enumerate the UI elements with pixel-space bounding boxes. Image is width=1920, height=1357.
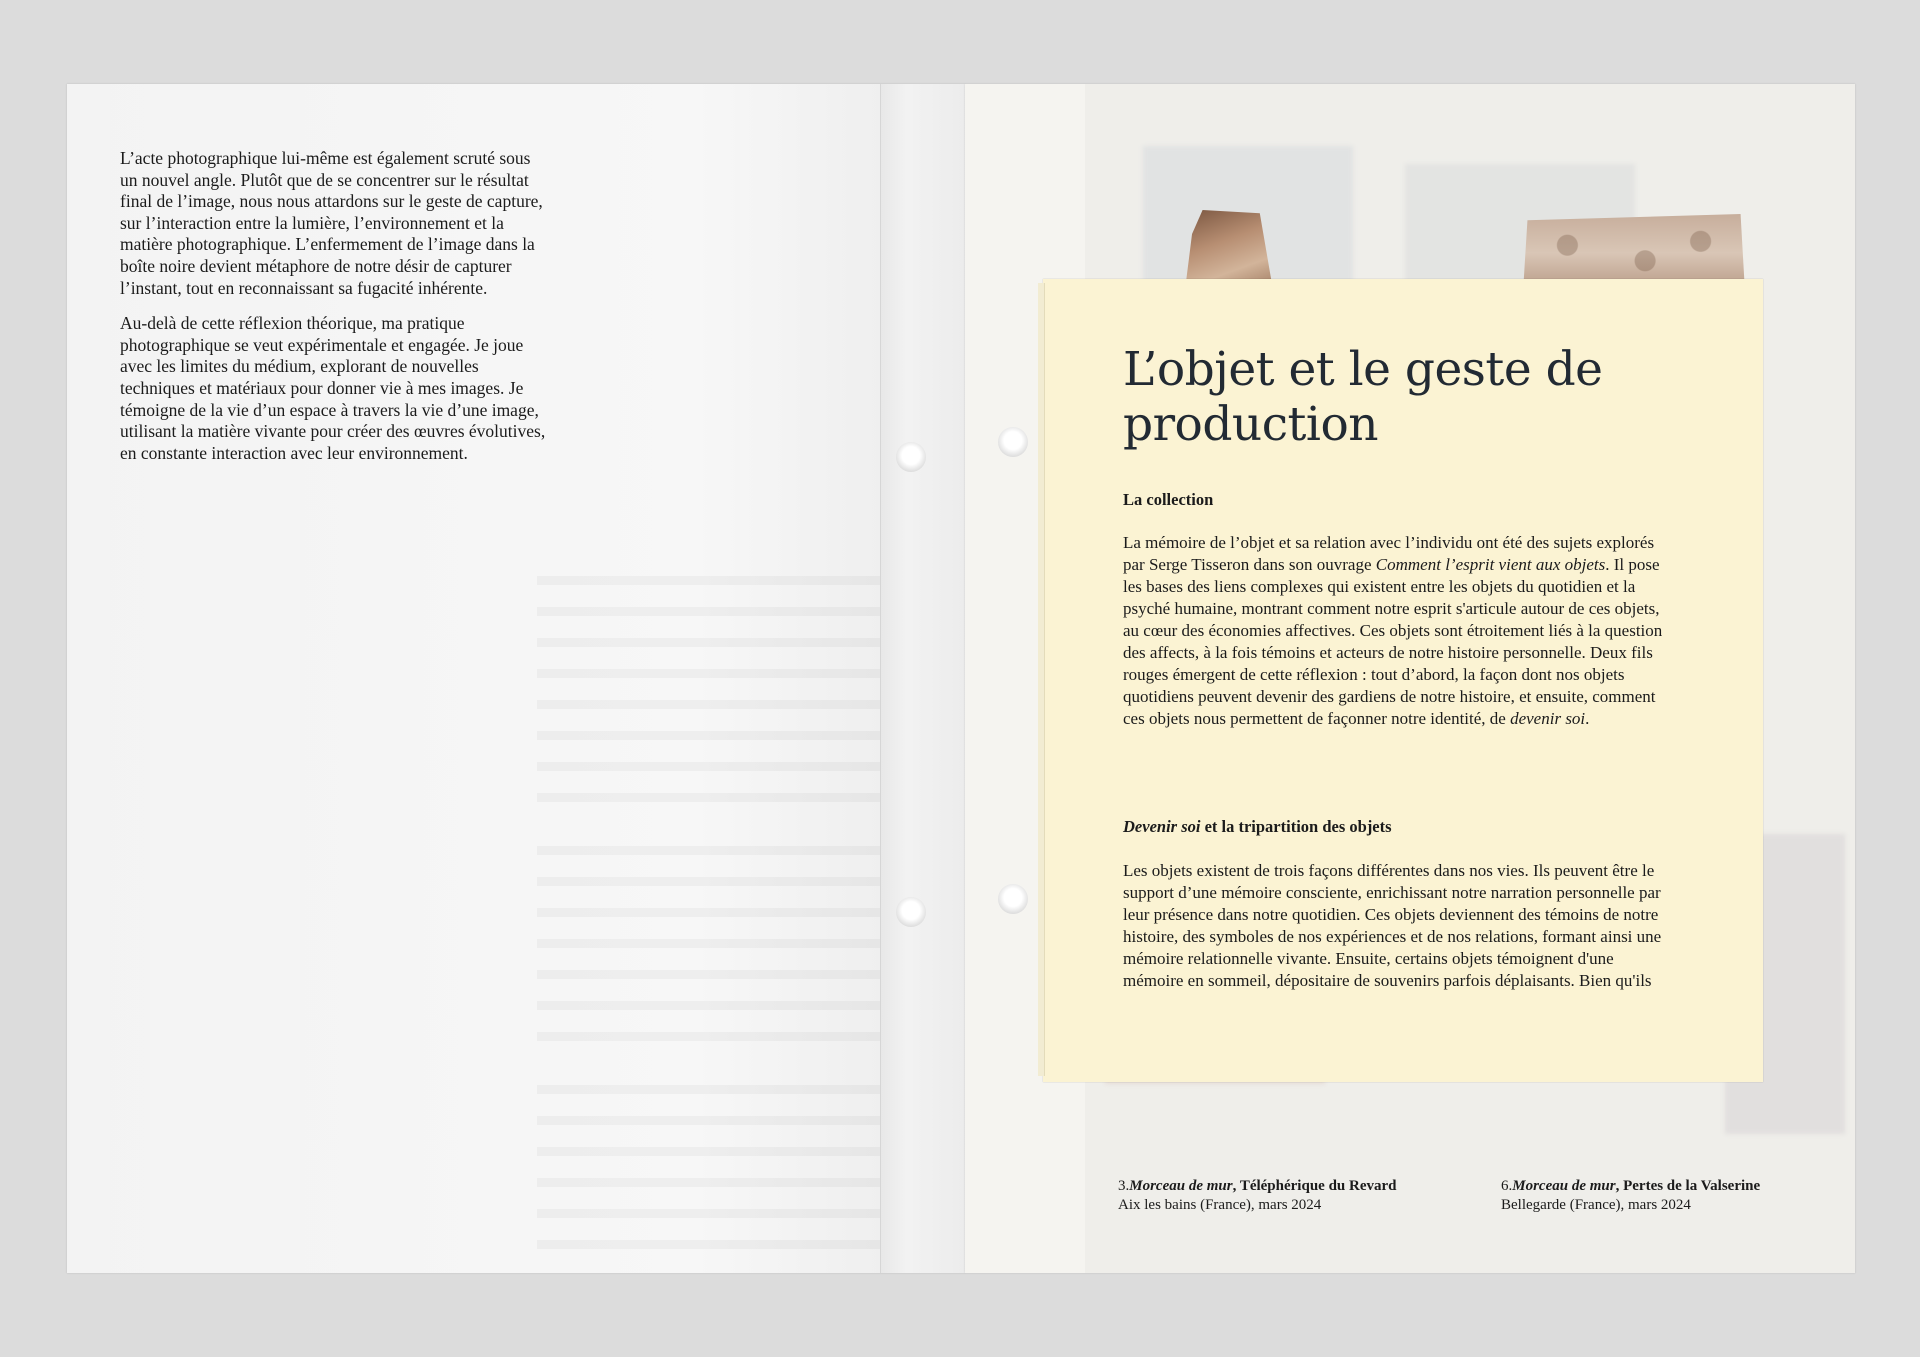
left-page-text	[120, 148, 550, 478]
section-body-tripartition: Les objets existent de trois façons différentes dans nos vies. Ils peuvent être le support d’une mémoire consciente, enrichissant notre narration personnelle par leur présence dans notre quotidien. Ces objets deviennent des témoins de notre histoire, des symboles de nos expériences et de nos relations, formant ainsi une mémoire relationnelle vivante. Ensuite, certains objets témoignent d'une mémoire en sommeil, dépositaire de souvenirs parfois déplaisants. Bien qu'ils	[1123, 861, 1662, 990]
left-paragraph-1: L’acte photographique lui-même est également scruté sous un nouvel angle. Plutôt que de se concentrer sur le résultat final de l’image, nous nous attardons sur le geste de capture, sur l’interaction entre la lumière, l’environnement et la matière photographique. L’enfermement de l’image dans la boîte noire devient métaphore de notre désir de capturer l’instant, tout en reconnaissant sa fugacité inhérente.	[120, 148, 543, 298]
wall-fragment-image	[1185, 210, 1273, 290]
section-heading-collection: La collection	[1123, 490, 1214, 509]
caption-6: 6.Morceau de mur, Pertes de la Valserine Bellegarde (France), mars 2024	[1501, 1178, 1761, 1213]
card-hole	[998, 884, 1028, 914]
page-flap	[880, 84, 966, 1273]
card-title: L’objet et le geste de production	[1123, 342, 1603, 452]
left-paragraph-2: Au-delà de cette réflexion théorique, ma pratique photographique se veut expérimentale et engagée. Je joue avec les limites du médium, explorant de nouvelles techniques et matériaux pour donner vie à mes images. Je témoigne de la vie d’un espace à travers la vie d’une image, utilisant la matière vivante pour créer des œuvres évolutives, en constante interaction avec leur environnement.	[120, 313, 546, 463]
caption-3: 3.Morceau de mur, Téléphérique du Revard Aix les bains (France), mars 2024	[1118, 1178, 1397, 1213]
binding-hole	[896, 442, 926, 472]
binding-hole	[896, 897, 926, 927]
card-hole	[998, 427, 1028, 457]
section-body-collection: La mémoire de l’objet et sa relation avec l’individu ont été des sujets explorés par Serge Tisseron dans son ouvrage Comment l’esprit vient aux objets. Il pose les bases des liens complexes qui existent entre les objets du quotidien et la psyché humaine, montrant comment notre esprit s'articule autour de ces objets, au cœur des économies affectives. Ces objets sont étroitement liés à la question des affects, à la fois témoins et acteurs de notre histoire personnelle. Deux fils rouges émergent de cette réflexion : tout d’abord, la façon dont nos objets quotidiens peuvent devenir des gardiens de notre histoire, et ensuite, comment ces objets nous permettent de façonner notre identité, de devenir soi.	[1123, 533, 1663, 728]
section-heading-devenir-soi: Devenir soi et la tripartition des objets	[1123, 817, 1392, 836]
